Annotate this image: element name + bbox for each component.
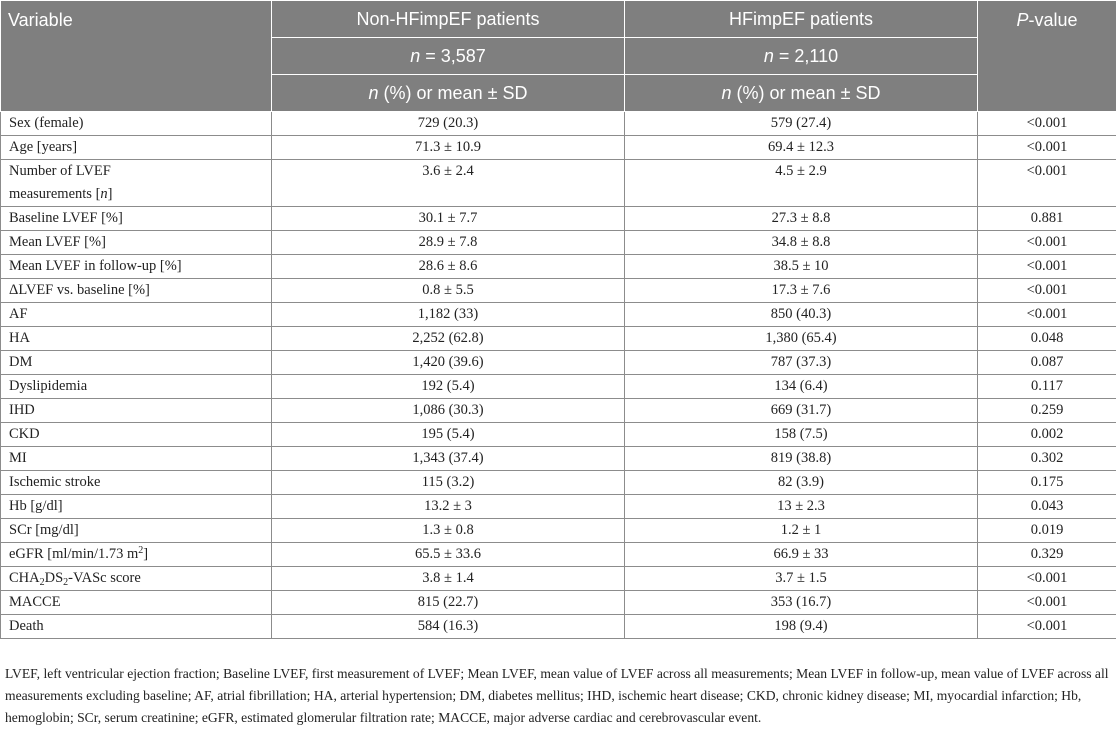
row-label: IHD — [1, 399, 272, 423]
table-row — [1, 207, 1116, 231]
table-row — [1, 471, 1116, 495]
table-row — [1, 519, 1116, 543]
table-cell: <0.001 — [978, 160, 1116, 207]
table-cell: 0.002 — [978, 423, 1116, 447]
table-cell: 0.259 — [978, 399, 1116, 423]
row-label: ΔLVEF vs. baseline [%] — [1, 279, 272, 303]
table-cell: 66.9 ± 33 — [625, 543, 978, 567]
table-cell: <0.001 — [978, 567, 1116, 591]
table-cell: 17.3 ± 7.6 — [625, 279, 978, 303]
table-cell: <0.001 — [978, 112, 1116, 136]
table-cell: <0.001 — [978, 231, 1116, 255]
table-row — [1, 160, 1116, 207]
table-row — [1, 543, 1116, 567]
table-cell: <0.001 — [978, 136, 1116, 160]
table-row — [1, 327, 1116, 351]
table-row — [1, 495, 1116, 519]
table-cell: 38.5 ± 10 — [625, 255, 978, 279]
table-cell: 0.329 — [978, 543, 1116, 567]
table-cell: 115 (3.2) — [272, 471, 625, 495]
row-label: SCr [mg/dl] — [1, 519, 272, 543]
table-cell: 69.4 ± 12.3 — [625, 136, 978, 160]
table-cell: 28.6 ± 8.6 — [272, 255, 625, 279]
table-cell: 82 (3.9) — [625, 471, 978, 495]
header-hfimpef: HFimpEF patients — [625, 1, 978, 38]
table-cell: 0.043 — [978, 495, 1116, 519]
row-label: Age [years] — [1, 136, 272, 160]
table-row — [1, 303, 1116, 327]
table-row — [1, 136, 1116, 160]
table-cell: 729 (20.3) — [272, 112, 625, 136]
table-cell: 2,252 (62.8) — [272, 327, 625, 351]
row-label: Hb [g/dl] — [1, 495, 272, 519]
table-cell: 13.2 ± 3 — [272, 495, 625, 519]
table-cell: 0.881 — [978, 207, 1116, 231]
table-cell: 27.3 ± 8.8 — [625, 207, 978, 231]
table-cell: 850 (40.3) — [625, 303, 978, 327]
table-cell: 13 ± 2.3 — [625, 495, 978, 519]
row-label-cha2ds2vasc: $CHA_2DS_2$-VASc score — [1, 567, 272, 591]
table-cell: 134 (6.4) — [625, 375, 978, 399]
table-cell: 353 (16.7) — [625, 591, 978, 615]
row-label: Death — [1, 615, 272, 639]
table-row — [1, 423, 1116, 447]
table-row — [1, 231, 1116, 255]
row-label-egfr: eGFR [ml/min/1.73 $m^2$] — [1, 543, 272, 567]
row-label-lvef-measurements: Number of LVEF measurements [n] — [1, 160, 272, 207]
row-label: CKD — [1, 423, 272, 447]
table-cell: 28.9 ± 7.8 — [272, 231, 625, 255]
table-cell: <0.001 — [978, 279, 1116, 303]
table-row — [1, 447, 1116, 471]
row-label: Baseline LVEF [%] — [1, 207, 272, 231]
table-cell: 1,420 (39.6) — [272, 351, 625, 375]
table-cell: 1,182 (33) — [272, 303, 625, 327]
table-row — [1, 399, 1116, 423]
table-cell: 1,380 (65.4) — [625, 327, 978, 351]
table-cell: 819 (38.8) — [625, 447, 978, 471]
header-stat-hfimpef: n (%) or mean ± SD — [625, 75, 978, 112]
row-label: Sex (female) — [1, 112, 272, 136]
table-body — [1, 112, 1116, 639]
table-row — [1, 591, 1116, 615]
table-cell: 158 (7.5) — [625, 423, 978, 447]
table-cell: 579 (27.4) — [625, 112, 978, 136]
row-label: AF — [1, 303, 272, 327]
table-cell: 0.175 — [978, 471, 1116, 495]
table-cell: 192 (5.4) — [272, 375, 625, 399]
table-footnote: LVEF, left ventricular ejection fraction; Baseline LVEF, first measurement of LVEF; Mean LVEF, mean value of LVEF across all measurements; Mean LVEF in follow-up, mean value of LVEF across all measurements excluding baseline; AF, atrial fibrillation; HA, arterial hypertension; DM, diabetes mellitus; IHD, ischemic heart disease; CKD, chronic kidney disease; MI, myocardial infarction; Hb, hemoglobin; SCr, serum creatinine; eGFR, estimated glomerular filtration rate; MACCE, major adverse cardiac and cerebrovascular event. — [5, 663, 1113, 729]
row-label: MACCE — [1, 591, 272, 615]
table-cell: 3.7 ± 1.5 — [625, 567, 978, 591]
table-cell: 1.3 ± 0.8 — [272, 519, 625, 543]
header-stat-non-hfimpef: n (%) or mean ± SD — [272, 75, 625, 112]
table-cell: <0.001 — [978, 591, 1116, 615]
row-label: Mean LVEF [%] — [1, 231, 272, 255]
header-n-non-hfimpef: n = 3,587 — [272, 38, 625, 75]
row-label: Dyslipidemia — [1, 375, 272, 399]
table-cell: 0.048 — [978, 327, 1116, 351]
table-cell: 0.019 — [978, 519, 1116, 543]
table-cell: 0.302 — [978, 447, 1116, 471]
table-cell: 787 (37.3) — [625, 351, 978, 375]
row-label: Mean LVEF in follow-up [%] — [1, 255, 272, 279]
table-row — [1, 351, 1116, 375]
table-row — [1, 255, 1116, 279]
table-cell: 198 (9.4) — [625, 615, 978, 639]
table-cell: <0.001 — [978, 255, 1116, 279]
row-label: Ischemic stroke — [1, 471, 272, 495]
header-n-hfimpef: n = 2,110 — [625, 38, 978, 75]
table-cell: 1.2 ± 1 — [625, 519, 978, 543]
table-cell: 30.1 ± 7.7 — [272, 207, 625, 231]
table-cell: 815 (22.7) — [272, 591, 625, 615]
table-row — [1, 615, 1116, 639]
table-cell: <0.001 — [978, 303, 1116, 327]
table-cell: 1,343 (37.4) — [272, 447, 625, 471]
row-label: MI — [1, 447, 272, 471]
table-cell: 34.8 ± 8.8 — [625, 231, 978, 255]
table-row — [1, 567, 1116, 591]
table-cell: 0.087 — [978, 351, 1116, 375]
row-label: DM — [1, 351, 272, 375]
table-cell: 4.5 ± 2.9 — [625, 160, 978, 207]
table-cell: 65.5 ± 33.6 — [272, 543, 625, 567]
header-non-hfimpef: Non-HFimpEF patients — [272, 1, 625, 38]
table-cell: 1,086 (30.3) — [272, 399, 625, 423]
table-cell: 0.117 — [978, 375, 1116, 399]
row-label: HA — [1, 327, 272, 351]
table-row — [1, 375, 1116, 399]
table-row — [1, 112, 1116, 136]
table-cell: 669 (31.7) — [625, 399, 978, 423]
table-cell: <0.001 — [978, 615, 1116, 639]
table-row — [1, 279, 1116, 303]
table-cell: 71.3 ± 10.9 — [272, 136, 625, 160]
table-header — [1, 1, 1116, 112]
table-cell: 0.8 ± 5.5 — [272, 279, 625, 303]
table-cell: 3.6 ± 2.4 — [272, 160, 625, 207]
header-variable: Variable — [1, 1, 272, 112]
table-cell: 584 (16.3) — [272, 615, 625, 639]
header-pvalue: P-value — [978, 1, 1116, 112]
table-cell: 3.8 ± 1.4 — [272, 567, 625, 591]
table-cell: 195 (5.4) — [272, 423, 625, 447]
